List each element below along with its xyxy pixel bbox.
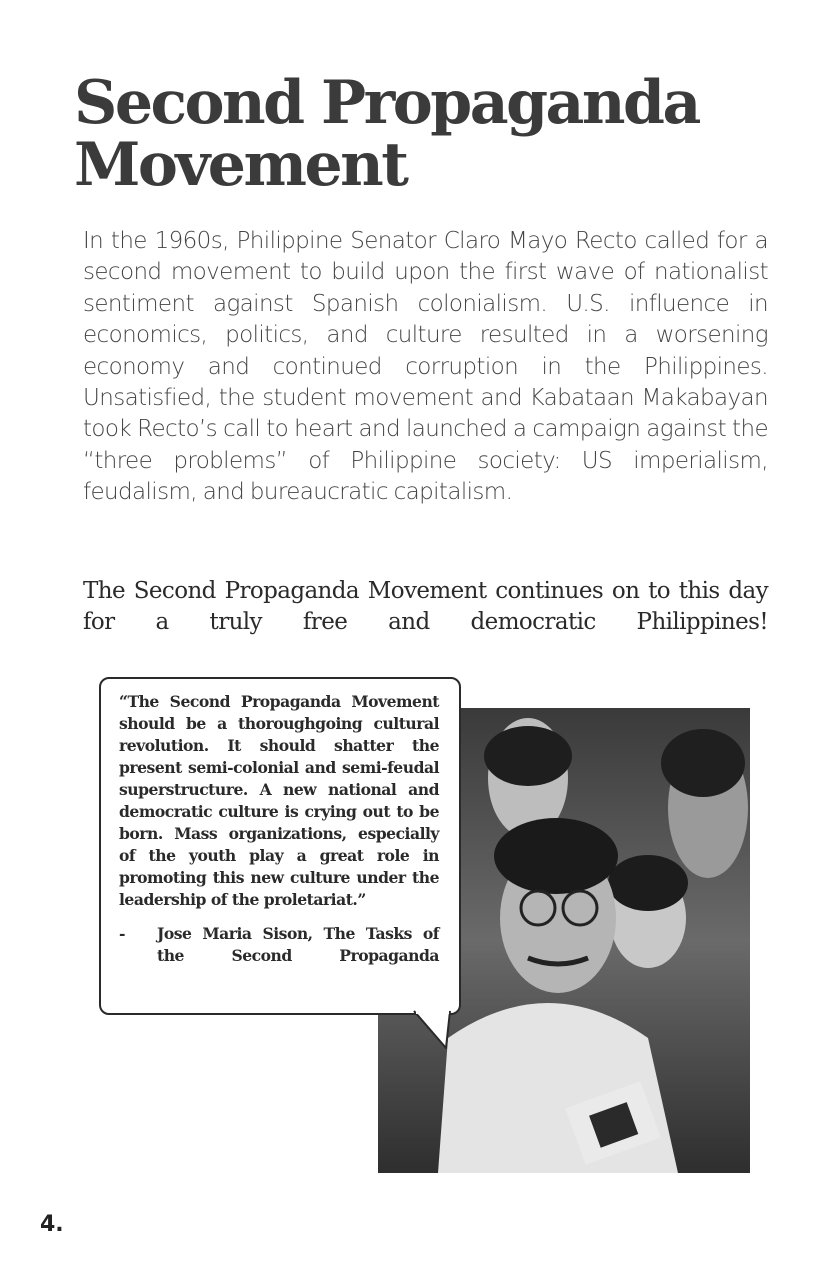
quote-attribution bbox=[119, 923, 439, 967]
attribution-source: Jose Maria Sison, The Tasks of the Second Propaganda bbox=[157, 924, 439, 965]
page-number: 4. bbox=[40, 1212, 64, 1237]
quote-text: “The Second Propaganda Movement should be a thoroughgoing cultural revolution. It should shatter the present semi-colonial and semi-feudal superstructure. A new national and democratic culture is crying out to be born. Mass organizations, especially of the youth play a great role in promoting this new culture under the leadership of the proletariat.” bbox=[119, 692, 439, 909]
body-paragraph: In the 1960s, Philippine Senator Claro Mayo Recto called for a second movement to build upon the first wave of nationalist sentiment against Spanish colonialism. U.S. influence in economics, politics, and culture resulted in a worsening economy and continued corruption in the Philippines. Unsatisfied, the student movement and Kabataan Makabayan took Recto’s call to heart and launched a campaign against the “three problems” of Philippine society: US imperialism, feudalism, and bureaucratic capitalism. bbox=[83, 228, 768, 506]
quote-bubble bbox=[99, 677, 461, 1015]
speech-bubble-tail bbox=[410, 1010, 458, 1050]
page-title: Second Propaganda Movement bbox=[74, 68, 699, 200]
closing-statement: The Second Propaganda Movement continues on to this day for a truly free and democratic Philippines! bbox=[83, 578, 768, 635]
attribution-dash: - bbox=[119, 924, 126, 943]
